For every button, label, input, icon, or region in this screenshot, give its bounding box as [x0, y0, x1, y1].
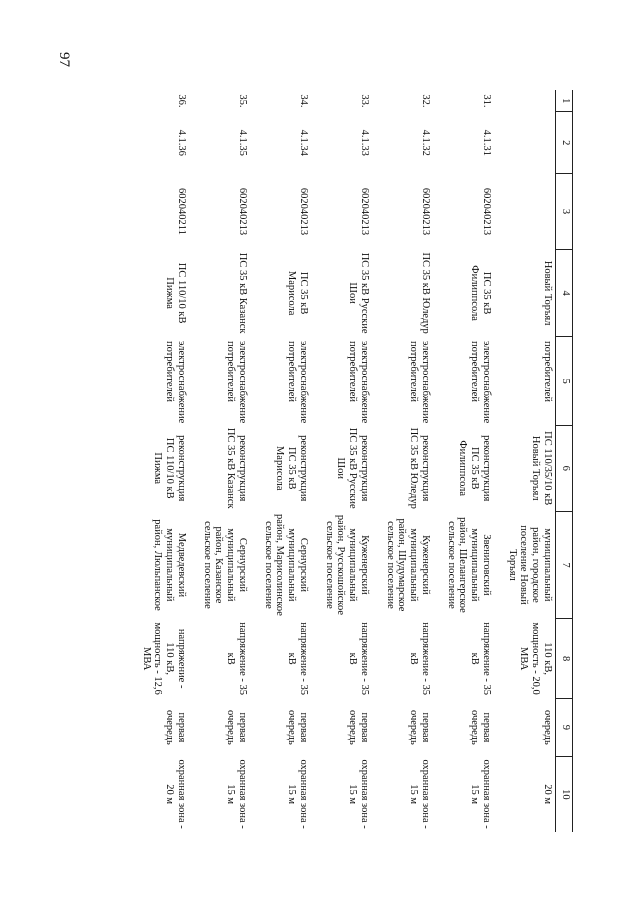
cell-object: ПС 110/10 кВ Пижма: [164, 262, 187, 324]
cell-characteristics: 110 кВ, мощность - 20,0 МВА: [518, 622, 553, 695]
rotated-table-container: [107, 90, 573, 832]
cell-characteristics: напряжение - 35 кВ: [347, 622, 370, 696]
cell-location: Куженерский муниципальный район, Шудумарское сельское поселение: [384, 518, 431, 612]
cell-purpose: потребителей: [542, 340, 553, 403]
cell-characteristics: напряжение - 35 кВ: [225, 622, 248, 696]
cell-purpose: электроснабжение потребителей: [469, 340, 492, 424]
cell-code: 4.1.33: [359, 129, 370, 156]
cell-zone: охранная зона - 15 м: [286, 759, 309, 829]
column-header: 2: [556, 112, 573, 174]
cell-id: 602040213: [420, 187, 431, 236]
cell-location: Звениговский муниципальный район, Шелангерское сельское поселение: [445, 517, 492, 613]
cell-code: 4.1.31: [481, 129, 492, 156]
column-header: 3: [556, 174, 573, 250]
cell-number: 31.: [481, 94, 492, 108]
cell-zone: охранная зона - 15 м: [347, 759, 370, 829]
header-row: [556, 90, 573, 832]
column-header: 4: [556, 249, 573, 337]
cell-object: ПС 35 кВ Филиппсола: [469, 265, 492, 321]
cell-purpose: электроснабжение потребителей: [347, 340, 370, 424]
cell-characteristics: напряжение - 35 кВ: [286, 622, 309, 696]
table-row: [189, 90, 250, 832]
cell-action: реконструкция ПС 35 кВ Филиппсола: [457, 435, 492, 502]
cell-purpose: электроснабжение потребителей: [286, 340, 309, 424]
cell-id: [494, 174, 556, 250]
cell-action: реконструкция ПС 35 кВ Казанск: [225, 427, 248, 509]
cell-id: 602040211: [176, 188, 187, 235]
cell-number: 34.: [298, 94, 309, 108]
cell-action: реконструкция ПС 110/10 кВ Пижма: [152, 435, 187, 502]
cell-characteristics: напряжение - 35 кВ: [469, 622, 492, 696]
table-row: [433, 90, 494, 832]
column-header: 5: [556, 337, 573, 425]
column-header: 7: [556, 511, 573, 619]
cell-zone: охранная зона - 15 м: [469, 759, 492, 829]
cell-object: ПС 35 кВ Марисола: [286, 270, 309, 316]
cell-location: Сернурский муниципальный район, Казанское сельское поселение: [201, 521, 248, 609]
cell-code: 4.1.32: [420, 129, 431, 156]
cell-stage: первая очередь: [286, 709, 309, 745]
cell-action: реконструкция ПС 35 кВ Юледур: [408, 427, 431, 509]
page-number: 97: [56, 52, 72, 67]
cell-object: ПС 35 кВ Казанск: [237, 252, 248, 334]
cell-purpose: электроснабжение потребителей: [164, 340, 187, 424]
cell-code: 4.1.35: [237, 129, 248, 156]
cell-number: 33.: [359, 94, 370, 108]
cell-object: ПС 35 кВ Русские Шои: [347, 252, 370, 334]
cell-code: [494, 112, 556, 174]
cell-zone: охранная зона - 15 м: [408, 759, 431, 829]
cell-characteristics: напряжение - 35 кВ: [408, 622, 431, 696]
cell-code: 4.1.34: [298, 129, 309, 156]
cell-number: 32.: [420, 94, 431, 108]
cell-id: 602040213: [298, 187, 309, 236]
cell-stage: первая очередь: [469, 709, 492, 745]
cell-action: ПС 110/35/10 кВ Новый Торъял: [530, 431, 553, 506]
cell-purpose: электроснабжение потребителей: [225, 340, 248, 424]
table-row: [372, 90, 433, 832]
cell-number: 36.: [176, 94, 187, 108]
cell-zone: охранная зона - 15 м: [225, 759, 248, 829]
cell-stage: первая очередь: [164, 709, 187, 745]
table-row: [128, 90, 189, 832]
cell-location: муниципальный район, городское поселение Новый Торъял: [506, 525, 553, 605]
column-header: 10: [556, 756, 573, 832]
table-row: [494, 90, 556, 832]
cell-action: реконструкция ПС 35 кВ Русские Шои: [335, 427, 370, 509]
table-row: [250, 90, 311, 832]
column-header: 1: [556, 90, 573, 112]
cell-characteristics: напряжение - 110 кВ, мощность - 12,6 МВА: [140, 622, 187, 695]
cell-number: 35.: [237, 94, 248, 108]
cell-stage: очередь: [542, 709, 553, 745]
cell-object: ПС 35 кВ Юледур: [420, 252, 431, 334]
column-header: 8: [556, 619, 573, 699]
cell-id: 602040213: [481, 187, 492, 236]
cell-zone: охранная зона - 20 м: [164, 759, 187, 829]
cell-stage: первая очередь: [347, 709, 370, 745]
cell-location: Сернурский муниципальный район, Марисолинское сельское поселение: [262, 513, 309, 616]
cell-id: 602040213: [237, 187, 248, 236]
cell-zone: 20 м: [542, 784, 553, 805]
cell-location: Медведевский муниципальный район, Люльпанское: [152, 519, 187, 611]
cell-action: реконструкция ПС 35 кВ Марисола: [274, 435, 309, 502]
cell-stage: первая очередь: [225, 709, 248, 745]
cell-number: [494, 90, 556, 112]
infrastructure-table: [128, 90, 573, 832]
cell-stage: первая очередь: [408, 709, 431, 745]
cell-object: Новый Торъял: [542, 260, 553, 326]
cell-purpose: электроснабжение потребителей: [408, 340, 431, 424]
column-header: 6: [556, 425, 573, 511]
column-header: 9: [556, 699, 573, 757]
cell-code: 4.1.36: [176, 129, 187, 156]
cell-id: 602040213: [359, 187, 370, 236]
cell-location: Куженерский муниципальный район, Русскошойское сельское поселение: [323, 514, 370, 616]
table-row: [311, 90, 372, 832]
